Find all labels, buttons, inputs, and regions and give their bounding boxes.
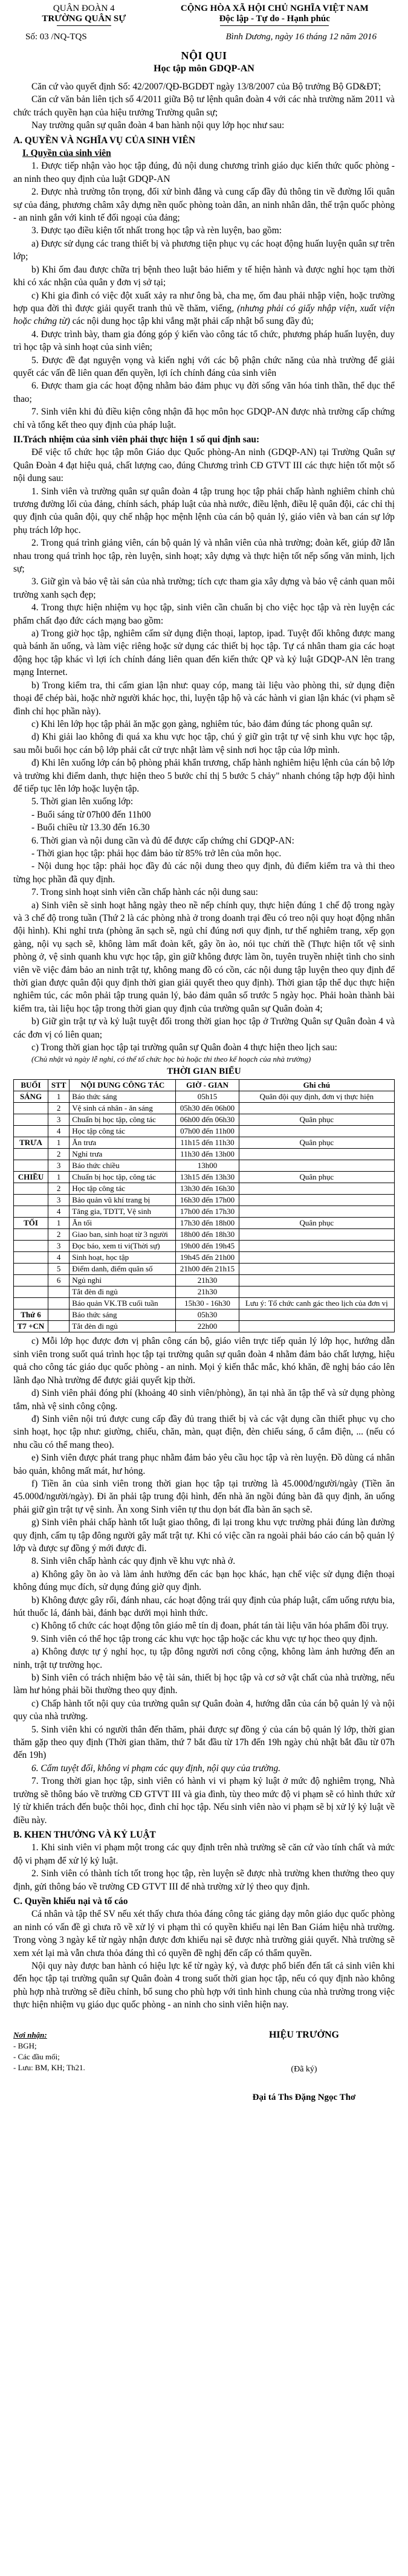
session-cell xyxy=(14,1241,48,1252)
note-cell xyxy=(239,1183,394,1195)
recipients xyxy=(13,2030,183,2103)
task-cell: Tăng gia, TDTT, Vệ sinh xyxy=(70,1206,176,1218)
table-row xyxy=(14,1298,395,1309)
stt-cell: 3 xyxy=(48,1114,70,1126)
session-cell xyxy=(14,1160,48,1172)
rule-para: c) Không tổ chức các hoạt động tôn giáo mê tín dị đoan, phát tán tài liệu văn hóa phẩm đồi trụy. xyxy=(31,1621,389,1632)
section-c-para: Nội quy này được ban hành có hiệu lực kể từ ngày ký, và được phổ biến đến tất cả sinh viên khi đến học tập tại trường quân sự Quân đoàn 4 trong suốt thời gian học tập, nếu có quy định nào không phù hợp nhà trường sẽ điều chỉnh, bổ sung cho phù hợp với tình hình chung của nhà trường trong việc thực hiện nhiệm vụ giáo dục quốc phòng - an ninh cho sinh viên hiện nay. xyxy=(13,1960,395,2010)
session-cell xyxy=(14,1195,48,1206)
task-cell: Báo thức sáng xyxy=(70,1091,176,1103)
time-cell: 06h00 đến 06h30 xyxy=(176,1114,239,1126)
signature-block xyxy=(13,2030,395,2103)
rule-para: 7. Trong thời gian học tập, sinh viên có hành vi vi phạm kỷ luật ở mức độ nghiêm trọng, Nhà trường sẽ thông báo về trường CĐ GTVT III và gia đình, tùy theo mức độ vi phạm sẽ có hình thức xử lý từ khiển trách đến buộc thôi học, đình chỉ học tập. Nếu sinh viên nào vi phạm sẽ bị xử lý kỷ luật về điều này. xyxy=(13,1776,395,1825)
schedule-note: (Chủ nhật và ngày lễ nghỉ, có thể tổ chức học bù hoặc thi theo kế hoạch của nhà trường) xyxy=(31,1054,311,1064)
time-cell: 07h00 đến 11h00 xyxy=(176,1126,239,1137)
task-cell: Tắt đèn đi ngủ xyxy=(70,1321,176,1332)
stt-cell: 3 xyxy=(48,1195,70,1206)
session-cell: TỐI xyxy=(14,1218,48,1229)
org-line2: TRƯỜNG QUÂN SỰ xyxy=(42,14,126,24)
time-cell: 21h30 xyxy=(176,1286,239,1298)
table-row xyxy=(14,1309,395,1321)
session-cell: CHIỀU xyxy=(14,1172,48,1183)
session-cell xyxy=(14,1206,48,1218)
task-cell: Bảo quản vũ khí trang bị xyxy=(70,1195,176,1206)
recipient-item: - Lưu: BM, KH; Th21. xyxy=(13,2062,85,2072)
part2-block xyxy=(13,446,395,1064)
part2-para: 1. Sinh viên và trường quân sự quân đoàn 4 tập trung học tập phải chấp hành nghiêm chỉnh chủ trương đường lối của đảng, chính sách, pháp luật của nhà nước, điều lệnh, điều lệ quân đội, các chỉ thị quy định của quân đội, quy chế nhập học mệnh lệnh của cán bộ quản lý, giáo viên và ban cán sự lớp phụ trách lớp học. xyxy=(13,486,395,535)
stt-cell: 6 xyxy=(48,1275,70,1286)
stt-cell: 2 xyxy=(48,1149,70,1160)
schedule-header-cell: GIỜ - GIAN xyxy=(176,1080,239,1091)
session-cell xyxy=(14,1264,48,1275)
task-cell: Đọc báo, xem ti vi(Thời sự) xyxy=(70,1241,176,1252)
schedule-header-cell: BUỔI xyxy=(14,1080,48,1091)
time-cell: 17h30 đến 18h00 xyxy=(176,1218,239,1229)
intro-para: Nay trường quân sự quân đoàn 4 ban hành nội quy lớp học như sau: xyxy=(31,120,285,131)
table-row xyxy=(14,1252,395,1264)
task-cell: Báo thức chiều xyxy=(70,1160,176,1172)
task-cell: Ăn trưa xyxy=(70,1137,176,1149)
table-row xyxy=(14,1241,395,1252)
session-cell xyxy=(14,1252,48,1264)
stt-cell: 4 xyxy=(48,1126,70,1137)
time-cell: 19h45 đến 21h00 xyxy=(176,1252,239,1264)
stt-cell: 5 xyxy=(48,1264,70,1275)
session-cell xyxy=(14,1298,48,1309)
part2-para: 5. Thời gian lên xuống lớp: xyxy=(31,796,134,807)
task-cell: Điểm danh, điểm quân số xyxy=(70,1264,176,1275)
section-c-title: C. Quyền khiếu nại và tố cáo xyxy=(13,1896,128,1906)
part1-para: 7. Sinh viên khi đủ điều kiện công nhận đã học môn học GDQP-AN được nhà trường cấp chứng chỉ và tổng kết theo quy định của pháp luật. xyxy=(13,407,395,430)
rule-para: b) Không được gây rối, đánh nhau, các hoạt động trái quy định của pháp luật, cấm uống rượu bia, hút thuốc lá, đánh bài, đánh bạc dưới mọi hình thức. xyxy=(13,1595,395,1618)
time-cell: 13h15 đến 13h30 xyxy=(176,1172,239,1183)
table-row xyxy=(14,1206,395,1218)
session-cell: T7 +CN xyxy=(14,1321,48,1332)
part2-para: d) Khi giải lao không đi quá xa khu vực học tập, chú ý giữ gìn trật tự vệ sinh khu vực học tập, sau mỗi buổi học cán bộ lớp phải cắt cử trực nhật làm vệ sinh nơi học tập của lớp mình. xyxy=(13,732,395,755)
part2-para: b) Giữ gìn trật tự và kỷ luật tuyệt đối trong thời gian học tập ở Trường Quân sự Quân đoàn 4 và các đơn vị có liên quan; xyxy=(13,1016,395,1040)
intro-block xyxy=(13,80,395,132)
time-cell: 05h30 xyxy=(176,1309,239,1321)
nation-underline xyxy=(220,25,329,26)
session-cell: SÁNG xyxy=(14,1091,48,1103)
part1-para: 5. Được đề đạt nguyện vọng và kiến nghị với các bộ phận chức năng của nhà trường để giải quyết các vấn đề liên quan đến quyền, lợi ích chính đáng của sinh viên xyxy=(13,355,395,378)
time-cell: 16h30 đến 17h00 xyxy=(176,1195,239,1206)
table-row xyxy=(14,1275,395,1286)
schedule-header-cell: NỘI DUNG CÔNG TÁC xyxy=(70,1080,176,1091)
nation-line2: Độc lập - Tự do - Hạnh phúc xyxy=(219,14,330,24)
signer-role: HIỆU TRƯỞNG xyxy=(268,2029,339,2040)
table-row xyxy=(14,1103,395,1114)
table-row xyxy=(14,1149,395,1160)
note-cell xyxy=(239,1126,394,1137)
task-cell: Vệ sinh cá nhân - ăn sáng xyxy=(70,1103,176,1114)
section-c-block xyxy=(13,1908,395,2011)
part2-para: a) Trong giờ học tập, nghiêm cấm sử dụng điện thoại, laptop, ipad. Tuyệt đối không được mang quà bánh ăn uống, và làm việc riêng hoặc sử dụng các thiết bị học tập. Tự cá nhân tham gia các hoạt động học tập khác vì lợi ích chính đáng liên quan đến kiến thức QP và kỷ luật GDQP-AN lên trang mạng Internet. xyxy=(13,628,395,678)
task-cell: Học tập công tác xyxy=(70,1126,176,1137)
note-cell xyxy=(239,1241,394,1252)
stt-cell xyxy=(48,1309,70,1321)
section-b-block xyxy=(13,1841,395,1893)
note-cell xyxy=(239,1286,394,1298)
stt-cell: 2 xyxy=(48,1183,70,1195)
part2-title: II.Trách nhiệm của sinh viên phải thực hiện 1 số qui định sau: xyxy=(13,434,260,445)
note-cell: Quân phục xyxy=(239,1137,394,1149)
note-cell: Lưu ý: Tổ chức canh gác theo lịch của đơn vị xyxy=(239,1298,394,1309)
part2-para: 2. Trong quá trình giảng viên, cán bộ quản lý và nhân viên của nhà trường; đoàn kết, giúp đỡ lẫn nhau trong quá trình học tập, rèn luyện, sinh hoạt; xây dựng và thực hiện tốt nếp sống văn minh, lịch sự; xyxy=(13,538,395,575)
session-cell xyxy=(14,1183,48,1195)
task-cell: Chuẩn bị học tập, công tác xyxy=(70,1172,176,1183)
stt-cell xyxy=(48,1298,70,1309)
session-cell: Thứ 6 xyxy=(14,1309,48,1321)
part1-para: 2. Được nhà trường tôn trọng, đối xử bình đẳng và cung cấp đầy đủ thông tin về đường lối quân sự của đảng, phương châm xây dựng nền quốc phòng toàn dân, an ninh nhân dân, thế trận quốc phòng - an ninh gắn với kinh tế đối ngoại của đảng; xyxy=(13,187,395,224)
session-cell: TRƯA xyxy=(14,1137,48,1149)
part1-para: 1. Được tiếp nhận vào học tập đúng, đủ nội dung chương trình giáo dục kiến thức quốc phòng - an ninh theo quy định của luật GDQP-AN xyxy=(13,161,395,184)
task-cell: Ăn tối xyxy=(70,1218,176,1229)
schedule-header-cell: Ghi chú xyxy=(239,1080,394,1091)
place-date: Bình Dương, ngày 16 tháng 12 năm 2016 xyxy=(225,32,377,42)
table-row xyxy=(14,1264,395,1275)
signed-mark: (Đã ký) xyxy=(291,2064,317,2074)
part2-para: - Thời gian học tập: phải học đảm bảo từ 85% trở lên của môn học. xyxy=(31,848,282,859)
time-cell: 11h15 đến 11h30 xyxy=(176,1137,239,1149)
session-cell xyxy=(14,1286,48,1298)
part2-para: c) Trong thời gian học tập tại trường quân sự Quân đoàn 4 thực hiện theo lịch sau: xyxy=(31,1042,337,1053)
rule-para: e) Sinh viên được phát trang phục nhằm đảm bảo yêu cầu học tập và rèn luyện. Đồ dùng cá nhân bảo quản, không mất mát, hư hỏng. xyxy=(13,1453,395,1476)
recipients-label: Nơi nhận: xyxy=(13,2030,47,2039)
stt-cell: 3 xyxy=(48,1160,70,1172)
part2-para: 4. Trong thực hiện nhiệm vụ học tập, sinh viên cần chuẩn bị cho việc học tập và rèn luyện các phẩm chất đạo đức cách mạng bao gồm: xyxy=(13,602,395,626)
task-cell: Tắt đèn đi ngủ xyxy=(70,1286,176,1298)
schedule-header-cell: STT xyxy=(48,1080,70,1091)
stt-cell: 1 xyxy=(48,1172,70,1183)
schedule-body xyxy=(14,1091,395,1332)
table-row xyxy=(14,1172,395,1183)
note-cell xyxy=(239,1252,394,1264)
note-cell xyxy=(239,1264,394,1275)
signer-name: Đại tá Ths Đặng Ngọc Thơ xyxy=(252,2092,356,2102)
rule-para: đ) Sinh viên nội trú được cung cấp đầy đủ trang thiết bị và các vật dụng cần thiết phục vụ cho sinh hoạt, học tập như: giường, chiếu, chăn, màn, quạt điện, đèn chiếu sáng, ổ cắm điện, ... (nếu có nhu cầu có thể mang theo). xyxy=(13,1413,395,1450)
intro-para: Căn cứ vào quyết định Số: 42/2007/QĐ-BGDĐT ngày 13/8/2007 của Bộ trưởng Bộ GD&ĐT; xyxy=(31,82,381,92)
part1-para: 4. Được trình bày, tham gia đóng góp ý kiến vào công tác tổ chức, phương pháp huấn luyện, duy trì học tập và sinh hoạt của sinh viên; xyxy=(13,329,395,353)
note-cell: Quân phục xyxy=(239,1114,394,1126)
doc-subtitle: Học tập môn GDQP-AN xyxy=(154,63,254,74)
note-cell xyxy=(239,1103,394,1114)
task-cell: Báo thức sáng xyxy=(70,1309,176,1321)
session-cell xyxy=(14,1275,48,1286)
time-cell: 13h00 xyxy=(176,1160,239,1172)
table-row xyxy=(14,1126,395,1137)
part1-para: 6. Được tham gia các hoạt động nhằm bảo đảm phục vụ đời sống văn hóa tinh thần, thể dục thể thao; xyxy=(13,381,395,404)
rule-para: 6. Cấm tuyệt đối, không vi phạm các quy định, nội quy của trường. xyxy=(31,1763,280,1774)
rule-para: g) Sinh viên phải chấp hành tốt luật giao thông, đi lại trong khu vực trường phải đúng làn đường quy định, cấm tụ tập đông người gây mất trật tự. Khi có việc cần ra ngoài phải báo cáo cán bộ quản lý lớp và được sự đồng ý mới được đi. xyxy=(13,1517,395,1554)
session-cell xyxy=(14,1149,48,1160)
doc-title: NỘI QUI xyxy=(181,50,227,62)
part2-para: 3. Giữ gìn và bảo vệ tài sản của nhà trường; tích cực tham gia xây dựng và bảo vệ cảnh quan môi trường xanh sạch đẹp; xyxy=(13,576,395,600)
schedule-header-row xyxy=(14,1080,395,1091)
part2-para: 7. Trong sinh hoạt sinh viên cần chấp hành các nội dung sau: xyxy=(31,887,258,898)
part1-block xyxy=(13,160,395,431)
note-cell: Quân phục xyxy=(239,1218,394,1229)
part2-para: - Buổi chiều từ 13.30 đến 16.30 xyxy=(31,822,150,833)
part1-para-text: c) Khi gia đình có việc đột xuất xảy ra như ông bà, cha mẹ, ốm đau phải nhập viện, hoặc trường hợp qua đời thì được giải quyết tranh thủ về thăm, viếng, xyxy=(13,290,395,314)
note-cell xyxy=(239,1309,394,1321)
note-cell xyxy=(239,1229,394,1241)
stt-cell: 1 xyxy=(48,1137,70,1149)
part2-para: a) Sinh viên sẽ sinh hoạt hằng ngày theo nề nếp chính quy, thực hiện đúng 1 chế độ trong ngày và 3 chế độ trong tuần (Thứ 2 là các phòng nhà ở trong doanh trại đều có treo nội quy hoạt động nhân đội hình). Khi nghỉ trưa (phòng ăn sạch sẽ, ngủ chỉ đúng nơi quy định, tư thế nghiêm trang, xếp gọn gàng, nội vụ sạch sẽ, không làm mất đoàn kết, gây ồn ào, nói tục chửi thề (Thực hiện tốt vệ sinh phòng ở, vệ sinh quanh khu vực học tập, gìn giữ không được làm ồn, tuyên truyền nhiệt tình cho sinh viên về việc đảm bảo an ninh trật tự, không mang đồ có cồn, các nội dung tập luyện theo quy định để thời gian được quân đội quy định thời gian giải quyết theo quy định). Thời gian tập thể dục thực hiện nghiêm túc, các môn phải tập trung quản lý, bảo đảm quân số trước 5 ngày học. Phải hoàn thành bài kiểm tra, tài liệu học tập trong thời gian quy định của trường quân sự Quân đoàn 4; xyxy=(13,900,395,1014)
stt-cell xyxy=(48,1321,70,1332)
doc-meta xyxy=(13,32,395,42)
table-row xyxy=(14,1218,395,1229)
section-b-title: B. KHEN THƯỞNG VÀ KỶ LUẬT xyxy=(13,1829,156,1840)
task-cell: Chuẩn bị học tập, công tác xyxy=(70,1114,176,1126)
part1-para-text: các nội dung học tập khi vắng mặt phải cấp nhật bổ sung đầy đủ; xyxy=(72,316,314,327)
signer xyxy=(213,2030,395,2103)
schedule-table xyxy=(13,1079,395,1332)
recipient-item: - Các đầu mối; xyxy=(13,2051,60,2061)
section-c-para: Cá nhân và tập thể SV nếu xét thấy chưa thỏa đáng công tác giảng dạy môn giáo dục quốc phòng an ninh có vấn đề gì chưa rõ về xử lý vi phạm thì có quyền khiếu nại lên Ban Giám hiệu nhà trường. Trong vòng 3 ngày kể từ ngày nhận được đơn khiếu nại sẽ được nhà trường giải quyết. Nhà trường sẽ xem xét lại mà vẫn chưa thỏa đáng thì có quyền đề nghị đến cấp có thẩm quyền. xyxy=(13,1909,395,1958)
stt-cell: 1 xyxy=(48,1218,70,1229)
note-cell xyxy=(239,1206,394,1218)
note-cell xyxy=(239,1160,394,1172)
time-cell: 21h30 xyxy=(176,1275,239,1286)
rule-para: a) Không được tự ý nghỉ học, tụ tập đông người nơi công cộng, không làm ảnh hưởng đến an ninh, trật tự trường học. xyxy=(13,1647,395,1670)
task-cell: Nghỉ trưa xyxy=(70,1149,176,1160)
table-row xyxy=(14,1183,395,1195)
time-cell: 17h00 đến 17h30 xyxy=(176,1206,239,1218)
stt-cell: 2 xyxy=(48,1229,70,1241)
rule-para: 5. Sinh viên khi có người thân đến thăm, phải được sự đồng ý của cán bộ quản lý lớp, thời gian thăm gặp theo quy định (Thời gian thăm, thứ 7 bắt đầu từ 17h đến 19h ngày chủ nhật bắt đầu từ 07h đến 19h) xyxy=(13,1724,395,1761)
table-row xyxy=(14,1229,395,1241)
table-row xyxy=(14,1286,395,1298)
rule-para: d) Sinh viên phải đóng phí (khoảng 40 sinh viên/phòng), ăn tại nhà ăn tập thể và sử dụng phòng tắm, nhà vệ sinh công cộng. xyxy=(13,1388,395,1412)
time-cell: 11h30 đến 13h00 xyxy=(176,1149,239,1160)
task-cell: Giao ban, sinh hoạt từ 3 người xyxy=(70,1229,176,1241)
task-cell: Học tập công tác xyxy=(70,1183,176,1195)
note-cell: Quân đội quy định, đơn vị thực hiện xyxy=(239,1091,394,1103)
org-underline xyxy=(57,25,111,26)
stt-cell xyxy=(48,1286,70,1298)
time-cell: 15h30 - 16h30 xyxy=(176,1298,239,1309)
nation-line1: CỘNG HÒA XÃ HỘI CHỦ NGHĨA VIỆT NAM xyxy=(180,4,369,13)
note-cell xyxy=(239,1195,394,1206)
rule-para: f) Tiền ăn của sinh viên trong thời gian học tập tại trường là 45.000đ/người/ngày (Tiền ăn 45.000đ/người/ngày). Đi ăn phải tập trung đội hình, đến nhà ăn ngồi đúng bàn đã quy định, ăn uống phải giữ gìn trật tự vệ sinh. Ăn xong Sinh viên tự thu dọn bát đĩa bàn ăn sạch sẽ. xyxy=(13,1478,395,1515)
stt-cell: 1 xyxy=(48,1091,70,1103)
part1-para: a) Được sử dụng các trang thiết bị và phương tiện phục vụ các hoạt động huấn luyện quân sự trên lớp; xyxy=(13,238,395,262)
rule-para: 9. Sinh viên có thể học tập trong các khu vực học tập hoặc các khu vực tự học theo quy định. xyxy=(31,1633,378,1644)
stt-cell: 2 xyxy=(48,1103,70,1114)
session-cell xyxy=(14,1103,48,1114)
time-cell: 19h00 đến 19h45 xyxy=(176,1241,239,1252)
part2-para: - Nội dung học tập: phải học đầy đủ các nội dung theo quy định, đủ điểm kiểm tra và thi theo từng học phần đã quy định. xyxy=(13,861,395,885)
task-cell: Báo quản VK.TB cuối tuần xyxy=(70,1298,176,1309)
table-row xyxy=(14,1091,395,1103)
rule-para: b) Sinh viên có trách nhiệm bảo vệ tài sản, thiết bị học tập và cơ sở vật chất của nhà trường, nếu làm hư hỏng phải bồi thường theo quy định. xyxy=(13,1673,395,1696)
nation-block xyxy=(155,4,395,26)
time-cell: 22h00 xyxy=(176,1321,239,1332)
session-cell xyxy=(14,1114,48,1126)
schedule-title: THỜI GIAN BIỂU xyxy=(167,1067,241,1077)
rule-para: c) Chấp hành tốt nội quy của trường quân sự Quân đoàn 4, hướng dẫn của cán bộ quản lý và nội quy của nhà trường. xyxy=(13,1698,395,1722)
time-cell: 18h00 đến 18h30 xyxy=(176,1229,239,1241)
section-b-para: 2. Sinh viên có thành tích tốt trong học tập, rèn luyện sẽ được nhà trường khen thưởng theo quy định, gửi thông báo về trường CĐ GTVT III để nhà trường xử lý theo quy định. xyxy=(13,1868,395,1892)
stt-cell: 4 xyxy=(48,1206,70,1218)
task-cell: Ngủ nghỉ xyxy=(70,1275,176,1286)
note-cell xyxy=(239,1275,394,1286)
rule-para: 8. Sinh viên chấp hành các quy định về khu vực nhà ở. xyxy=(31,1556,236,1567)
intro-para: Căn cứ văn bản liên tịch số 4/2011 giữa Bộ tư lệnh quân đoàn 4 với các nhà trường năm 2011 và chức trách quyền hạn của hiệu trưởng Trường quân sự; xyxy=(13,94,395,118)
after-table-block xyxy=(13,1335,395,1826)
part1-para-note: (nhưng phải có giấy nhập viện, xuất viện hoặc chứng từ) xyxy=(13,303,395,327)
time-cell: 05h15 xyxy=(176,1091,239,1103)
section-b-para: 1. Khi sinh viên vi phạm một trong các quy định trên nhà trường sẽ căn cứ vào tính chất và mức độ vi phạm để xử lý kỷ luật. xyxy=(13,1842,395,1866)
table-row xyxy=(14,1160,395,1172)
stt-cell: 3 xyxy=(48,1241,70,1252)
note-cell xyxy=(239,1149,394,1160)
part1-title: I. Quyền của sinh viên xyxy=(22,148,111,159)
table-row xyxy=(14,1114,395,1126)
section-a-title: A. QUYỀN VÀ NGHĨA VỤ CỦA SINH VIÊN xyxy=(13,135,196,146)
table-row xyxy=(14,1137,395,1149)
part2-para: - Buổi sáng từ 07h00 đến 11h00 xyxy=(31,809,151,820)
part2-para: 6. Thời gian và nội dung cần và đủ để được cấp chứng chỉ GDQP-AN: xyxy=(31,835,294,846)
recipient-item: - BGH; xyxy=(13,2041,37,2050)
note-cell: Quân phục xyxy=(239,1172,394,1183)
table-row xyxy=(14,1321,395,1332)
part2-para: đ) Khi lên xuống lớp cán bộ phòng phải khẩn trương, chấp hành nghiêm hiệu lệnh của cán bộ lớp và trường khi điểm danh, thực hiện theo 5 bước chỉ thị 5 bước 5 chảy" nhanh chóng tập hợp đội hình để tiếp tục lên lớp hoặc luyện tập. xyxy=(13,758,395,794)
org-block xyxy=(13,4,155,26)
time-cell: 05h30 đến 06h00 xyxy=(176,1103,239,1114)
part1-para: b) Khi ốm đau được chữa trị bệnh theo luật bảo hiểm y tế hiện hành và được nghỉ học tạm thời khi có xác nhận của quân y đơn vị sở tại; xyxy=(13,264,395,288)
time-cell: 21h00 đến 21h15 xyxy=(176,1264,239,1275)
document-header xyxy=(13,4,395,26)
part2-para: b) Trong kiểm tra, thi cấm gian lận như: quay cóp, mang tài liệu vào phòng thi, sử dụng điện thoại để chép bài, hoặc nhờ người khác học, thi, luyện tập hộ và các hành vi gian lận khác (vi phạm sẽ đình chỉ học phần này). xyxy=(13,680,395,717)
part2-para: c) Khi lên lớp học tập phải ăn mặc gọn gàng, nghiêm túc, bảo đảm đúng tác phong quân sự. xyxy=(31,718,373,729)
session-cell xyxy=(14,1126,48,1137)
part1-para xyxy=(13,289,395,328)
part1-para: 3. Được tạo điều kiện tốt nhất trong học tập và rèn luyện, bao gồm: xyxy=(31,225,282,236)
stt-cell: 4 xyxy=(48,1252,70,1264)
rule-para: a) Không gây ồn ào và làm ảnh hưởng đến các bạn học khác, hạn chế việc sử dụng điện thoại không đúng mục đích, sử dụng đúng giờ quy định. xyxy=(13,1569,395,1593)
note-cell xyxy=(239,1321,394,1332)
table-row xyxy=(14,1195,395,1206)
doc-number: Số: 03 /NQ-TQS xyxy=(25,32,87,42)
rule-para: c) Mỗi lớp học được đơn vị phân công cán bộ, giáo viên trực tiếp quản lý lớp học, hướng dẫn sinh viên trong suốt quá trình học tập tại trường quân sự quân đoàn 4 nhằm đảm bảo chất lượng, hiệu quả cho công tác giáo dục quốc phòng - an ninh. Mọi ý kiến thắc mắc, khó khăn, đề nghị báo cáo lên lãnh đạo Nhà trường để được giải quyết kịp thời. xyxy=(13,1336,395,1386)
session-cell xyxy=(14,1229,48,1241)
time-cell: 13h30 đến 16h30 xyxy=(176,1183,239,1195)
task-cell: Sinh hoạt, học tập xyxy=(70,1252,176,1264)
part2-para: Để việc tổ chức học tập môn Giáo dục Quốc phòng-An ninh (GDQP-AN) tại Trường Quân sự Quân Đoàn 4 đạt hiệu quả, chất lượng cao, đúng Chương trình CĐ GTVT III các thực hiện tốt một số nội dung sau: xyxy=(13,447,395,484)
org-line1: QUÂN ĐOÀN 4 xyxy=(53,4,115,13)
